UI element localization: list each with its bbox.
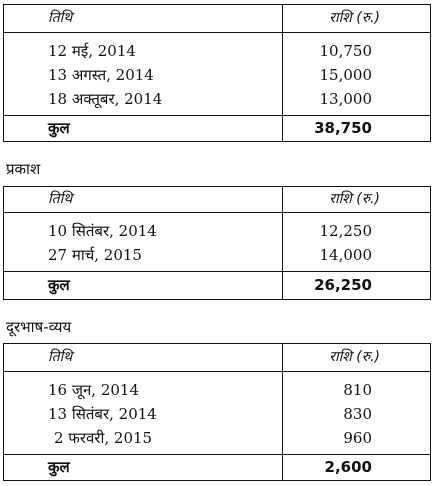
- header-amount: राशि (रु.): [329, 191, 380, 207]
- expense-table-2: [3, 186, 431, 300]
- expense-table-1: [3, 4, 431, 142]
- total-amount: 2,600: [324, 458, 372, 476]
- row-date: 2 फरवरी, 2015: [54, 429, 153, 447]
- table-row: [4, 426, 430, 450]
- table-total-row: [4, 115, 430, 141]
- table-row: [4, 39, 430, 63]
- row-date: 27 मार्च, 2015: [48, 246, 142, 264]
- section-title: दूरभाष-व्यय: [6, 318, 72, 336]
- row-date: 13 अगस्त, 2014: [48, 66, 154, 84]
- row-date: 10 सितंबर, 2014: [48, 222, 157, 240]
- row-date: 18 अक्तूबर, 2014: [48, 90, 163, 108]
- row-amount: 14,000: [319, 246, 372, 264]
- table-total-row: [4, 271, 430, 299]
- row-date: 16 जून, 2014: [48, 381, 140, 399]
- header-amount: राशि (रु.): [329, 349, 380, 365]
- total-amount: 26,250: [314, 276, 372, 294]
- total-label: कुल: [48, 458, 70, 476]
- header-amount: राशि (रु.): [329, 10, 380, 26]
- row-date: 12 मई, 2014: [48, 42, 136, 60]
- row-amount: 810: [343, 381, 372, 399]
- table-row: [4, 402, 430, 426]
- total-label: कुल: [48, 276, 70, 294]
- table-row: [4, 219, 430, 243]
- row-amount: 960: [343, 429, 372, 447]
- table-header: [4, 187, 430, 213]
- table-row: [4, 243, 430, 267]
- table-row: [4, 87, 430, 111]
- section-title: प्रकाश: [6, 160, 41, 178]
- table-row: [4, 378, 430, 402]
- row-amount: 15,000: [319, 66, 372, 84]
- table-row: [4, 63, 430, 87]
- expense-table-3: [3, 343, 431, 481]
- table-header: [4, 5, 430, 33]
- row-amount: 10,750: [319, 42, 372, 60]
- table-header: [4, 344, 430, 372]
- total-label: कुल: [48, 119, 70, 137]
- header-date: तिथि: [48, 10, 73, 26]
- row-date: 13 सितंबर, 2014: [48, 405, 157, 423]
- total-amount: 38,750: [314, 119, 372, 137]
- row-amount: 13,000: [319, 90, 372, 108]
- table-total-row: [4, 454, 430, 480]
- header-date: तिथि: [48, 349, 73, 365]
- row-amount: 12,250: [319, 222, 372, 240]
- header-date: तिथि: [48, 191, 73, 207]
- row-amount: 830: [343, 405, 372, 423]
